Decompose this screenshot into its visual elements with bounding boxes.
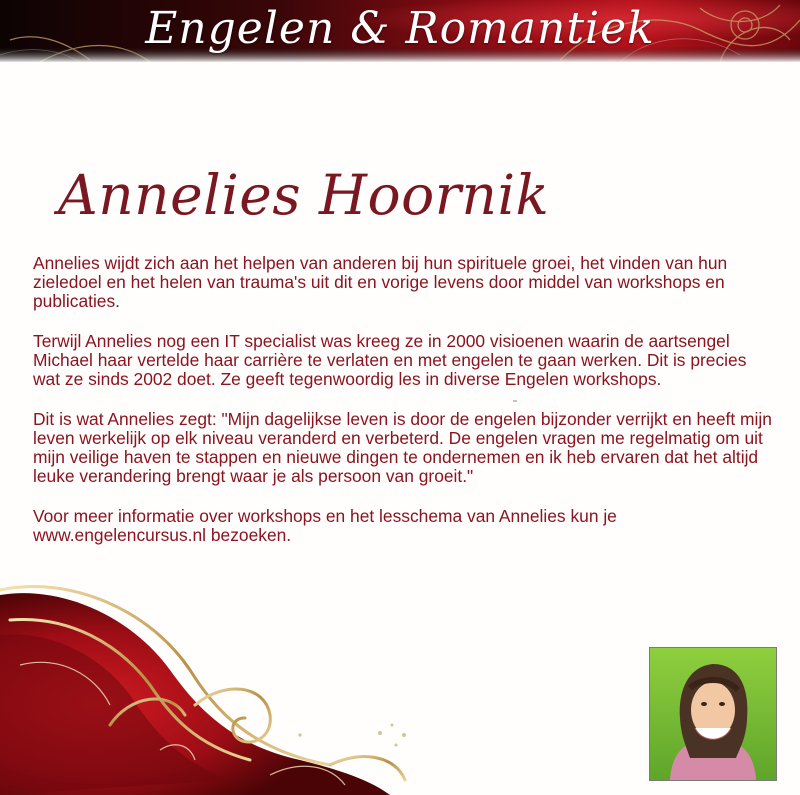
page-title: Annelies Hoornik <box>58 163 550 227</box>
paragraph-career: Terwijl Annelies nog een IT specialist was kreeg ze in 2000 visioenen waarin de aartsengel Michael haar vertelde haar carrière te verlaten en met engelen te gaan werken. Dit is precies wat ze sinds 2002 doet. Ze geeft tegenwoordig les in diverse Engelen workshops. <box>33 331 747 389</box>
header-banner <box>0 0 800 62</box>
paragraph-more-info: Voor meer informatie over workshops en het lesschema van Annelies kun je www.engelencursus.nl bezoeken. <box>33 506 617 545</box>
paragraph-intro: Annelies wijdt zich aan het helpen van anderen bij hun spirituele groei, het vinden van hun zieledoel en het helen van trauma's uit dit en vorige levens door middel van workshops en publicaties. <box>33 253 728 311</box>
print-speck <box>513 400 517 402</box>
corner-swirl-ornament <box>0 575 460 795</box>
author-portrait-image <box>650 648 776 780</box>
article-body <box>33 254 773 566</box>
portrait-photo <box>649 647 777 781</box>
banner-title: Engelen & Romantiek <box>145 3 655 54</box>
paragraph-quote: Dit is wat Annelies zegt: "Mijn dagelijkse leven is door de engelen bijzonder verrijkt en heeft mijn leven werkelijk op elk niveau veranderd en verbeterd. De engelen vragen me regelmatig om uit mijn veilige haven te stappen en nieuwe dingen te ondernemen en ik heb ervaren dat het altijd leuke verandering brengt waar je als persoon van groeit." <box>33 409 772 486</box>
